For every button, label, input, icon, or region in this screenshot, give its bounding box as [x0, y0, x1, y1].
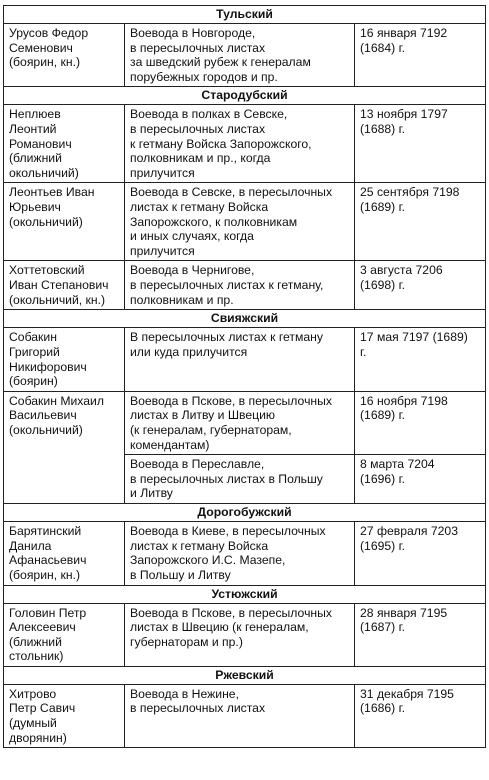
person-name: Собакин Михаил Васильевич (окольничий): [4, 391, 125, 503]
section-title: Дорогобужский: [4, 504, 486, 522]
appointment-date: 17 мая 7197 (1689) г.: [355, 328, 486, 391]
voivode-table: [3, 5, 486, 748]
person-name: Урусов Федор Семенович (боярин, кн.): [4, 24, 125, 87]
section-header-row: [4, 6, 486, 24]
section-header-row: [4, 585, 486, 603]
appointment-date: 8 марта 7204 (1696) г.: [355, 455, 486, 504]
table-row: [4, 603, 486, 666]
table-row: [4, 684, 486, 747]
section-header-row: [4, 310, 486, 328]
post-description: Воевода в Севске, в пересылочных листах к гетману Войска Запорожского, к полковникам и иных случаях, когда прилучится: [125, 183, 355, 261]
post-description: В пересылочных листах к гетману или куда прилучится: [125, 328, 355, 391]
table-row: [4, 391, 486, 454]
post-description: Воевода в Новгороде, в пересылочных листах за шведский рубеж к генералам порубежных городов и пр.: [125, 24, 355, 87]
appointment-date: 16 ноября 7198 (1689) г.: [355, 391, 486, 454]
post-description: Воевода в Пскове, в пересылочных листах в Швецию (к генералам, губернаторам и пр.): [125, 603, 355, 666]
person-name: Хоттетовский Иван Степанович (окольничий, кн.): [4, 261, 125, 310]
section-title: Ржевский: [4, 666, 486, 684]
table-row: [4, 522, 486, 585]
section-header-row: [4, 504, 486, 522]
post-description: Воевода в Чернигове, в пересылочных листах к гетману, полковникам и пр.: [125, 261, 355, 310]
person-name: Леонтьев Иван Юрьевич (окольничий): [4, 183, 125, 261]
appointment-date: 3 августа 7206 (1698) г.: [355, 261, 486, 310]
table-row: [4, 105, 486, 183]
section-title: Стародубский: [4, 87, 486, 105]
appointment-date: 31 декабря 7195 (1686) г.: [355, 684, 486, 747]
post-description: Воевода в Киеве, в пересылочных листах к гетману Войска Запорожского И.С. Мазепе, в Польшу и Литву: [125, 522, 355, 585]
post-description: Воевода в Пскове, в пересылочных листах в Литву и Швецию (к генералам, губернаторам, комендантам): [125, 391, 355, 454]
appointment-date: 25 сентября 7198 (1689) г.: [355, 183, 486, 261]
person-name: Неплюев Леонтий Романович (ближний окольничий): [4, 105, 125, 183]
section-header-row: [4, 666, 486, 684]
table-row: [4, 24, 486, 87]
table-row: [4, 261, 486, 310]
person-name: Собакин Григорий Никифорович (боярин): [4, 328, 125, 391]
post-description: Воевода в Нежине, в пересылочных листах: [125, 684, 355, 747]
table-row: [4, 183, 486, 261]
post-description: Воевода в полках в Севске, в пересылочных листах к гетману Войска Запорожского, полковникам и пр., когда прилучится: [125, 105, 355, 183]
section-title: Тульский: [4, 6, 486, 24]
person-name: Головин Петр Алексеевич (ближний стольник): [4, 603, 125, 666]
appointment-date: 27 февраля 7203 (1695) г.: [355, 522, 486, 585]
section-header-row: [4, 87, 486, 105]
appointment-date: 28 января 7195 (1687) г.: [355, 603, 486, 666]
section-title: Устюжский: [4, 585, 486, 603]
table-row: [4, 328, 486, 391]
table-body: [4, 6, 486, 748]
appointment-date: 13 ноября 1797 (1688) г.: [355, 105, 486, 183]
appointment-date: 16 января 7192 (1684) г.: [355, 24, 486, 87]
person-name: Барятинский Данила Афанасьевич (боярин, кн.): [4, 522, 125, 585]
post-description: Воевода в Переславле, в пересылочных листах в Польшу и Литву: [125, 455, 355, 504]
section-title: Свияжский: [4, 310, 486, 328]
person-name: Хитрово Петр Савич (думный дворянин): [4, 684, 125, 747]
